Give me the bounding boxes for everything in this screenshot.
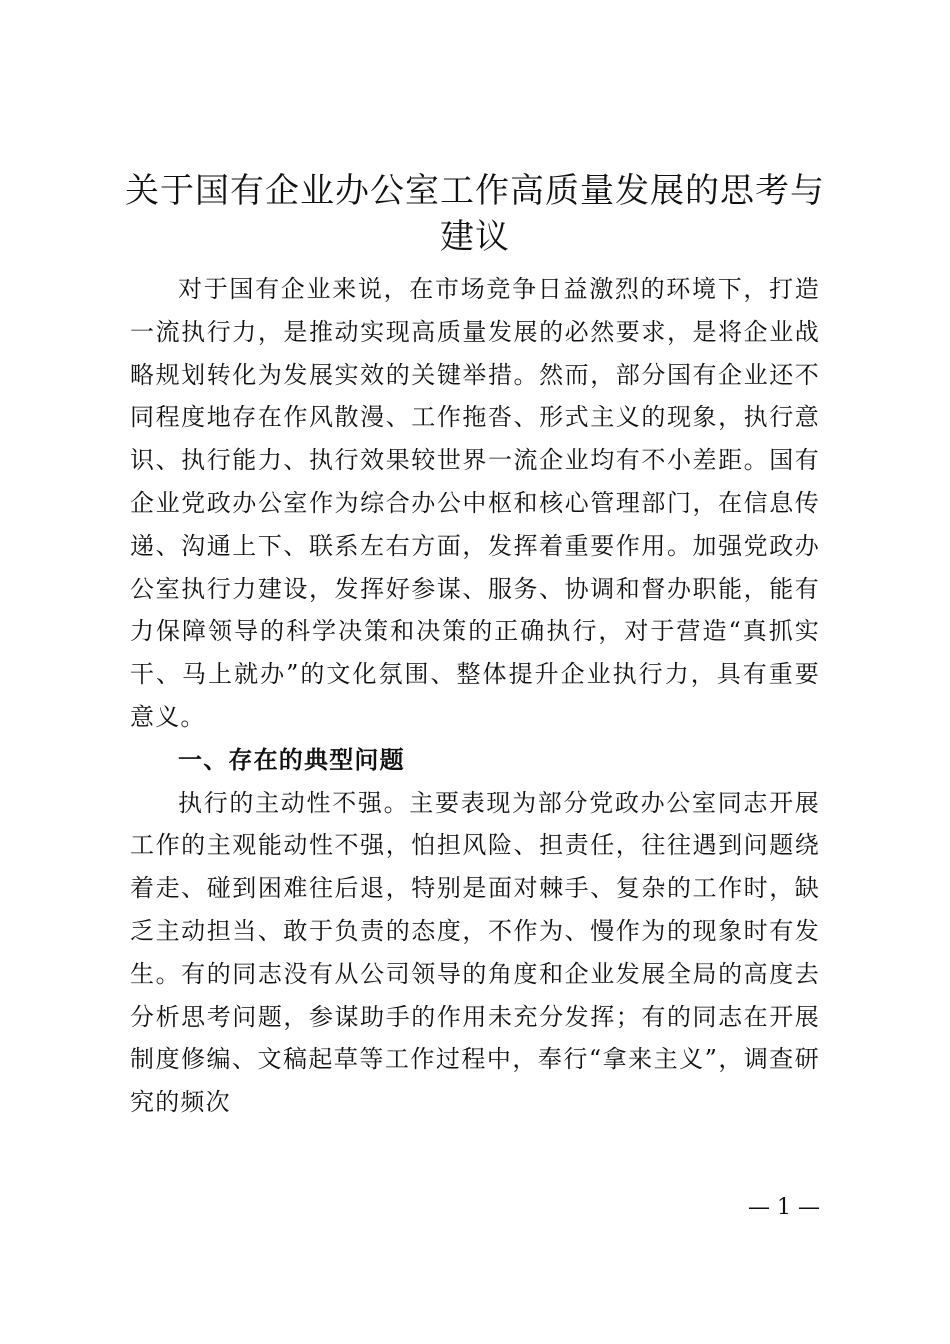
section-paragraph: 执行的主动性不强。主要表现为部分党政办公室同志开展工作的主观能动性不强，怕担风险、担责任，往往遇到问题绕着走、碰到困难往后退，特别是面对棘手、复杂的工作时，缺乏主动担当、敢于负责的态度，不作为、慢作为的现象时有发生。有的同志没有从公司领导的角度和企业发展全局的高度去分析思考问题，参谋助手的作用未充分发挥；有的同志在开展制度修编、文稿起草等工作过程中，奉行“拿来主义”，调查研究的频次 xyxy=(130,788,820,1117)
document-title: 关于国有企业办公室工作高质量发展的思考与建议 xyxy=(125,171,825,257)
section-heading: 一、存在的典型问题 xyxy=(178,745,405,774)
intro-paragraph: 对于国有企业来说，在市场竞争日益激烈的环境下，打造一流执行力，是推动实现高质量发展的必然要求，是将企业战略规划转化为发展实效的关键举措。然而，部分国有企业还不同程度地存在作风散漫、工作拖沓、形式主义的现象，执行意识、执行能力、执行效果较世界一流企业均有不小差距。国有企业党政办公室作为综合办公中枢和核心管理部门，在信息传递、沟通上下、联系左右方面，发挥着重要作用。加强党政办公室执行力建设，发挥好参谋、服务、协调和督办职能，能有力保障领导的科学决策和决策的正确执行，对于营造“真抓实干、马上就办”的文化氛围、整体提升企业执行力，具有重要意义。 xyxy=(130,275,820,731)
document-body xyxy=(130,268,820,1124)
page-number: — 1 — xyxy=(748,1195,820,1220)
